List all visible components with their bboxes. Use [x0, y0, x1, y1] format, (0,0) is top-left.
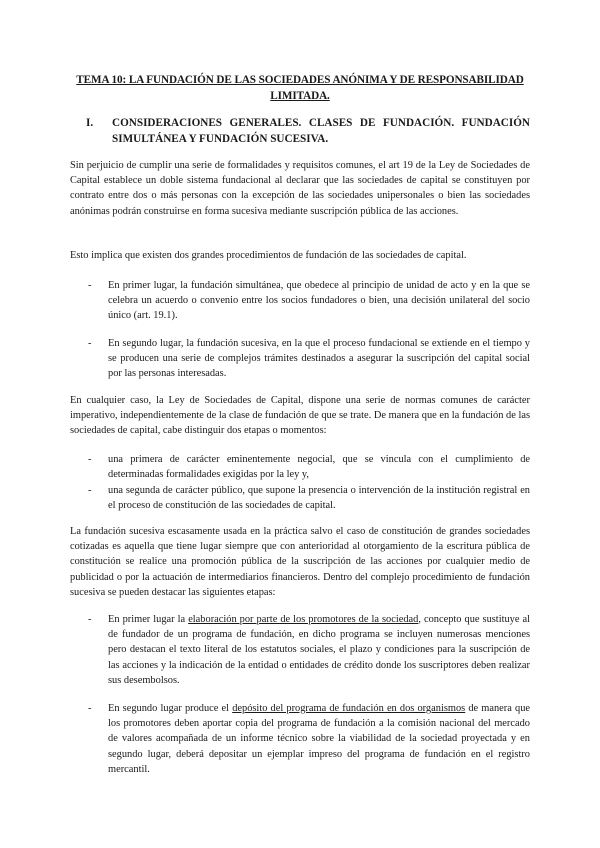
- bullet-dash: -: [88, 485, 92, 496]
- list-item-text-start: En segundo lugar produce el: [108, 703, 233, 714]
- list-item-text-end: de manera que los promotores deben aportar copia del programa de fundación a la comisión nacional del mercado de valores acompañada de un informe técnico sobre la viabilidad de la sociedad proyectada y en segundo lugar, deberá depositar un ejemplar impreso del programa de fundación en el registro mercantil.: [108, 703, 531, 775]
- underlined-phrase: elaboración por parte de los promotores de la sociedad: [188, 614, 419, 625]
- bullet-dash: -: [88, 338, 92, 349]
- bullet-dash: -: [88, 703, 92, 714]
- section-heading-text: CONSIDERACIONES GENERALES. CLASES DE FUNDACIÓN. FUNDACIÓN SIMULTÁNEA Y FUNDACIÓN SUCESIVA.: [112, 117, 530, 145]
- paragraph-successive-foundation: La fundación sucesiva escasamente usada en la práctica salvo el caso de constitución de grandes sociedades cotizadas es aquella que tiene lugar siempre que con anterioridad al otorgamiento de la escritura pública de constitución se realice una promoción pública de la suscripción de las acciones por cualquier medio de publicidad o por la actuación de intermediarios financieros. Dentro del complejo procedimiento de fundación sucesiva se pueden destacar las siguientes etapas:: [70, 526, 530, 598]
- paragraph-intro: Sin perjuicio de cumplir una serie de formalidades y requisitos comunes, el art 19 de la Ley de Sociedades de Capital establece un doble sistema fundacional al declarar que las sociedades de capital se constituyen por contrato entre dos o más personas con la excepción de las sociedades unipersonales o bien las sociedades anónimas podrán construirse en forma sucesiva mediante suscripción pública de las acciones.: [70, 160, 530, 217]
- list-item-text: [108, 612, 530, 688]
- list-item-text: En primer lugar, la fundación simultánea, que obedece al principio de unidad de acto y en la que se celebra un acuerdo o convenio entre los socios fundadores o bien, una decisión unilateral del socio único (art. 19.1).: [108, 280, 530, 322]
- bullet-dash: -: [88, 454, 92, 465]
- section-number: I.: [86, 117, 94, 129]
- list-item-text: una primera de carácter eminentemente negocial, que se vincula con el cumplimiento de determinadas formalidades exigidas por la ley y,: [108, 454, 530, 481]
- list-item-text: una segunda de carácter público, que supone la presencia o intervención de la institución registral en el proceso de constitución de las sociedades de capital.: [108, 485, 530, 512]
- bullet-dash: -: [88, 280, 92, 291]
- list-item-text: En segundo lugar, la fundación sucesiva, en la que el proceso fundacional se extiende en el tiempo y se producen una serie de complejos trámites destinados a asegurar la suscripción del capital social por las personas interesadas.: [108, 338, 530, 380]
- document-title: TEMA 10: LA FUNDACIÓN DE LAS SOCIEDADES ANÓNIMA Y DE RESPONSABILIDAD LIMITADA.: [76, 74, 524, 102]
- paragraph-procedures: Esto implica que existen dos grandes procedimientos de fundación de las sociedades de capital.: [70, 250, 467, 261]
- list-item-text-end: , concepto que sustituye al de fundador de un programa de fundación, en dicho programa se incluyen numerosas menciones pero destacan el texto literal de los estatutos sociales, el plazo y condiciones para la suscripción de las acciones y la indicación de la entidad o entidades de crédito donde los suscriptores deben realizar sus desembolsos.: [108, 614, 530, 686]
- underlined-phrase: depósito del programa de fundación en dos organismos: [232, 703, 466, 714]
- bullet-dash: -: [88, 614, 92, 625]
- list-item-text-start: En primer lugar la: [108, 614, 189, 625]
- list-item-text: [108, 701, 530, 777]
- paragraph-common-rules: En cualquier caso, la Ley de Sociedades de Capital, dispone una serie de normas comunes de carácter imperativo, independientemente de la clase de fundación de que se trate. De manera que en la fundación de las sociedades de capital, cabe distinguir dos etapas o momentos:: [70, 395, 530, 437]
